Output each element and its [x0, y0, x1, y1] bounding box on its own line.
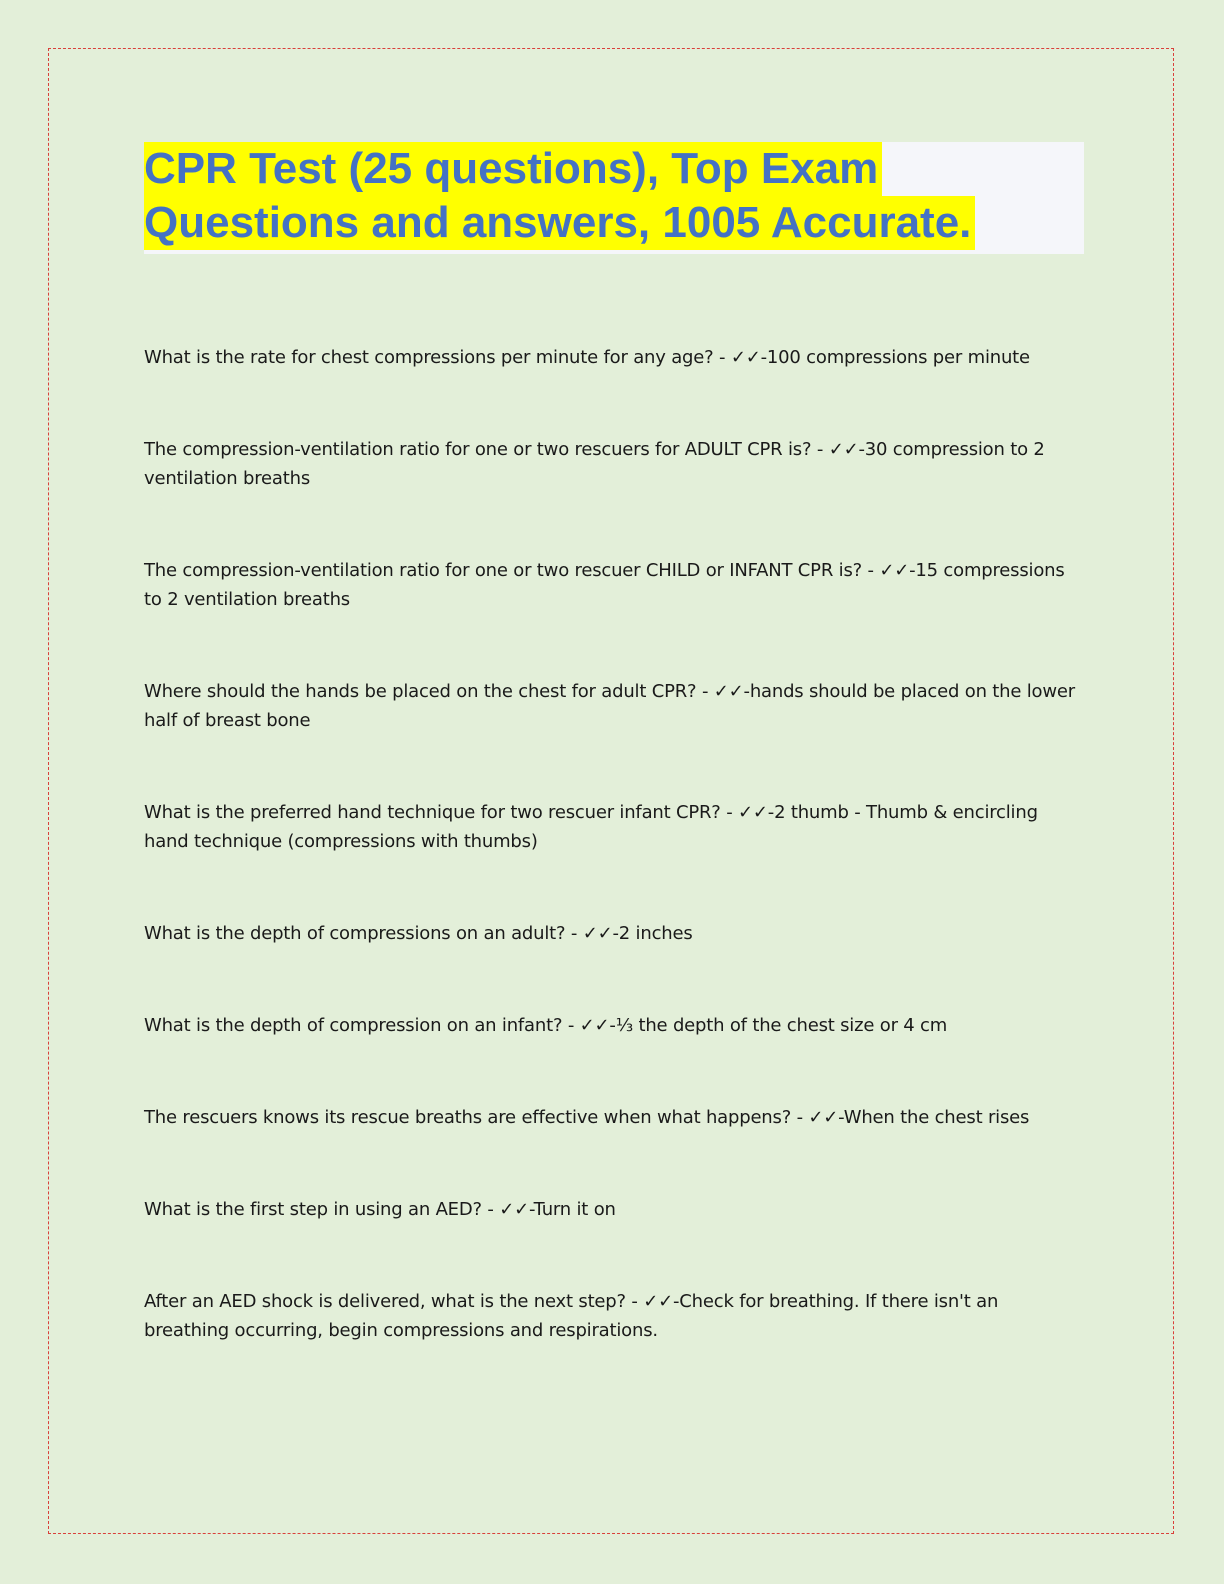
- title-line-1: CPR Test (25 questions), Top Exam: [144, 142, 882, 196]
- separator: -: [625, 1291, 644, 1312]
- document-title: [144, 142, 1084, 250]
- question-text: What is the depth of compressions on an adult?: [144, 923, 566, 944]
- qa-item: [144, 556, 1084, 614]
- check-marks-icon: ✓✓: [730, 347, 761, 368]
- answer-text: -15 compressions to 2 ventilation breaths: [144, 560, 1065, 610]
- check-marks-icon: ✓✓: [828, 439, 859, 460]
- qa-item: [144, 919, 1084, 948]
- question-text: Where should the hands be placed on the chest for adult CPR?: [144, 681, 697, 702]
- answer-text: -hands should be placed on the lower half of breast bone: [144, 681, 1075, 731]
- qa-item: [144, 677, 1084, 735]
- separator: -: [481, 1199, 500, 1220]
- question-text: The rescuers knows its rescue breaths are effective when what happens?: [144, 1107, 792, 1128]
- question-text: The compression-ventilation ratio for one or two rescuer CHILD or INFANT CPR is?: [144, 560, 862, 581]
- check-marks-icon: ✓✓: [879, 560, 910, 581]
- qa-item: [144, 1011, 1084, 1040]
- separator: -: [811, 439, 829, 460]
- check-marks-icon: ✓✓: [713, 681, 744, 702]
- check-marks-icon: ✓✓: [643, 1291, 673, 1312]
- answer-text: -100 compressions per minute: [760, 347, 1030, 368]
- qa-item: [144, 343, 1084, 372]
- answer-text: -Check for breathing. If there isn't an breathing occurring, begin compressions and respirations.: [144, 1291, 999, 1341]
- check-marks-icon: ✓✓: [499, 1199, 529, 1220]
- qa-item: [144, 1103, 1084, 1132]
- answer-text: -When the chest rises: [838, 1107, 1030, 1128]
- separator: -: [720, 802, 739, 823]
- question-text: The compression-ventilation ratio for one or two rescuers for ADULT CPR is?: [144, 439, 812, 460]
- question-text: What is the preferred hand technique for two rescuer infant CPR?: [144, 802, 721, 823]
- qa-item: [144, 798, 1084, 856]
- answer-text: -30 compression to 2 ventilation breaths: [144, 439, 1045, 489]
- check-marks-icon: ✓✓: [808, 1107, 839, 1128]
- question-text: After an AED shock is delivered, what is the next step?: [144, 1291, 626, 1312]
- answer-text: -⅓ the depth of the chest size or 4 cm: [609, 1015, 948, 1036]
- title-line-2: Questions and answers, 1005 Accurate.: [144, 196, 975, 250]
- separator: -: [862, 560, 880, 581]
- answer-text: -Turn it on: [528, 1199, 616, 1220]
- separator: -: [696, 681, 714, 702]
- separator: -: [562, 1015, 580, 1036]
- question-text: What is the rate for chest compressions per minute for any age?: [144, 347, 714, 368]
- check-marks-icon: ✓✓: [738, 802, 768, 823]
- qa-list: [144, 343, 1084, 1408]
- separator: -: [791, 1107, 809, 1128]
- qa-item: [144, 435, 1084, 493]
- question-text: What is the first step in using an AED?: [144, 1199, 482, 1220]
- qa-item: [144, 1195, 1084, 1224]
- check-marks-icon: ✓✓: [579, 1015, 610, 1036]
- qa-item: [144, 1287, 1084, 1345]
- question-text: What is the depth of compression on an infant?: [144, 1015, 563, 1036]
- answer-text: -2 thumb - Thumb & encircling hand technique (compressions with thumbs): [144, 802, 1038, 852]
- title-block: [144, 142, 1084, 254]
- separator: -: [713, 347, 731, 368]
- separator: -: [565, 923, 583, 944]
- answer-text: -2 inches: [612, 923, 693, 944]
- check-marks-icon: ✓✓: [582, 923, 613, 944]
